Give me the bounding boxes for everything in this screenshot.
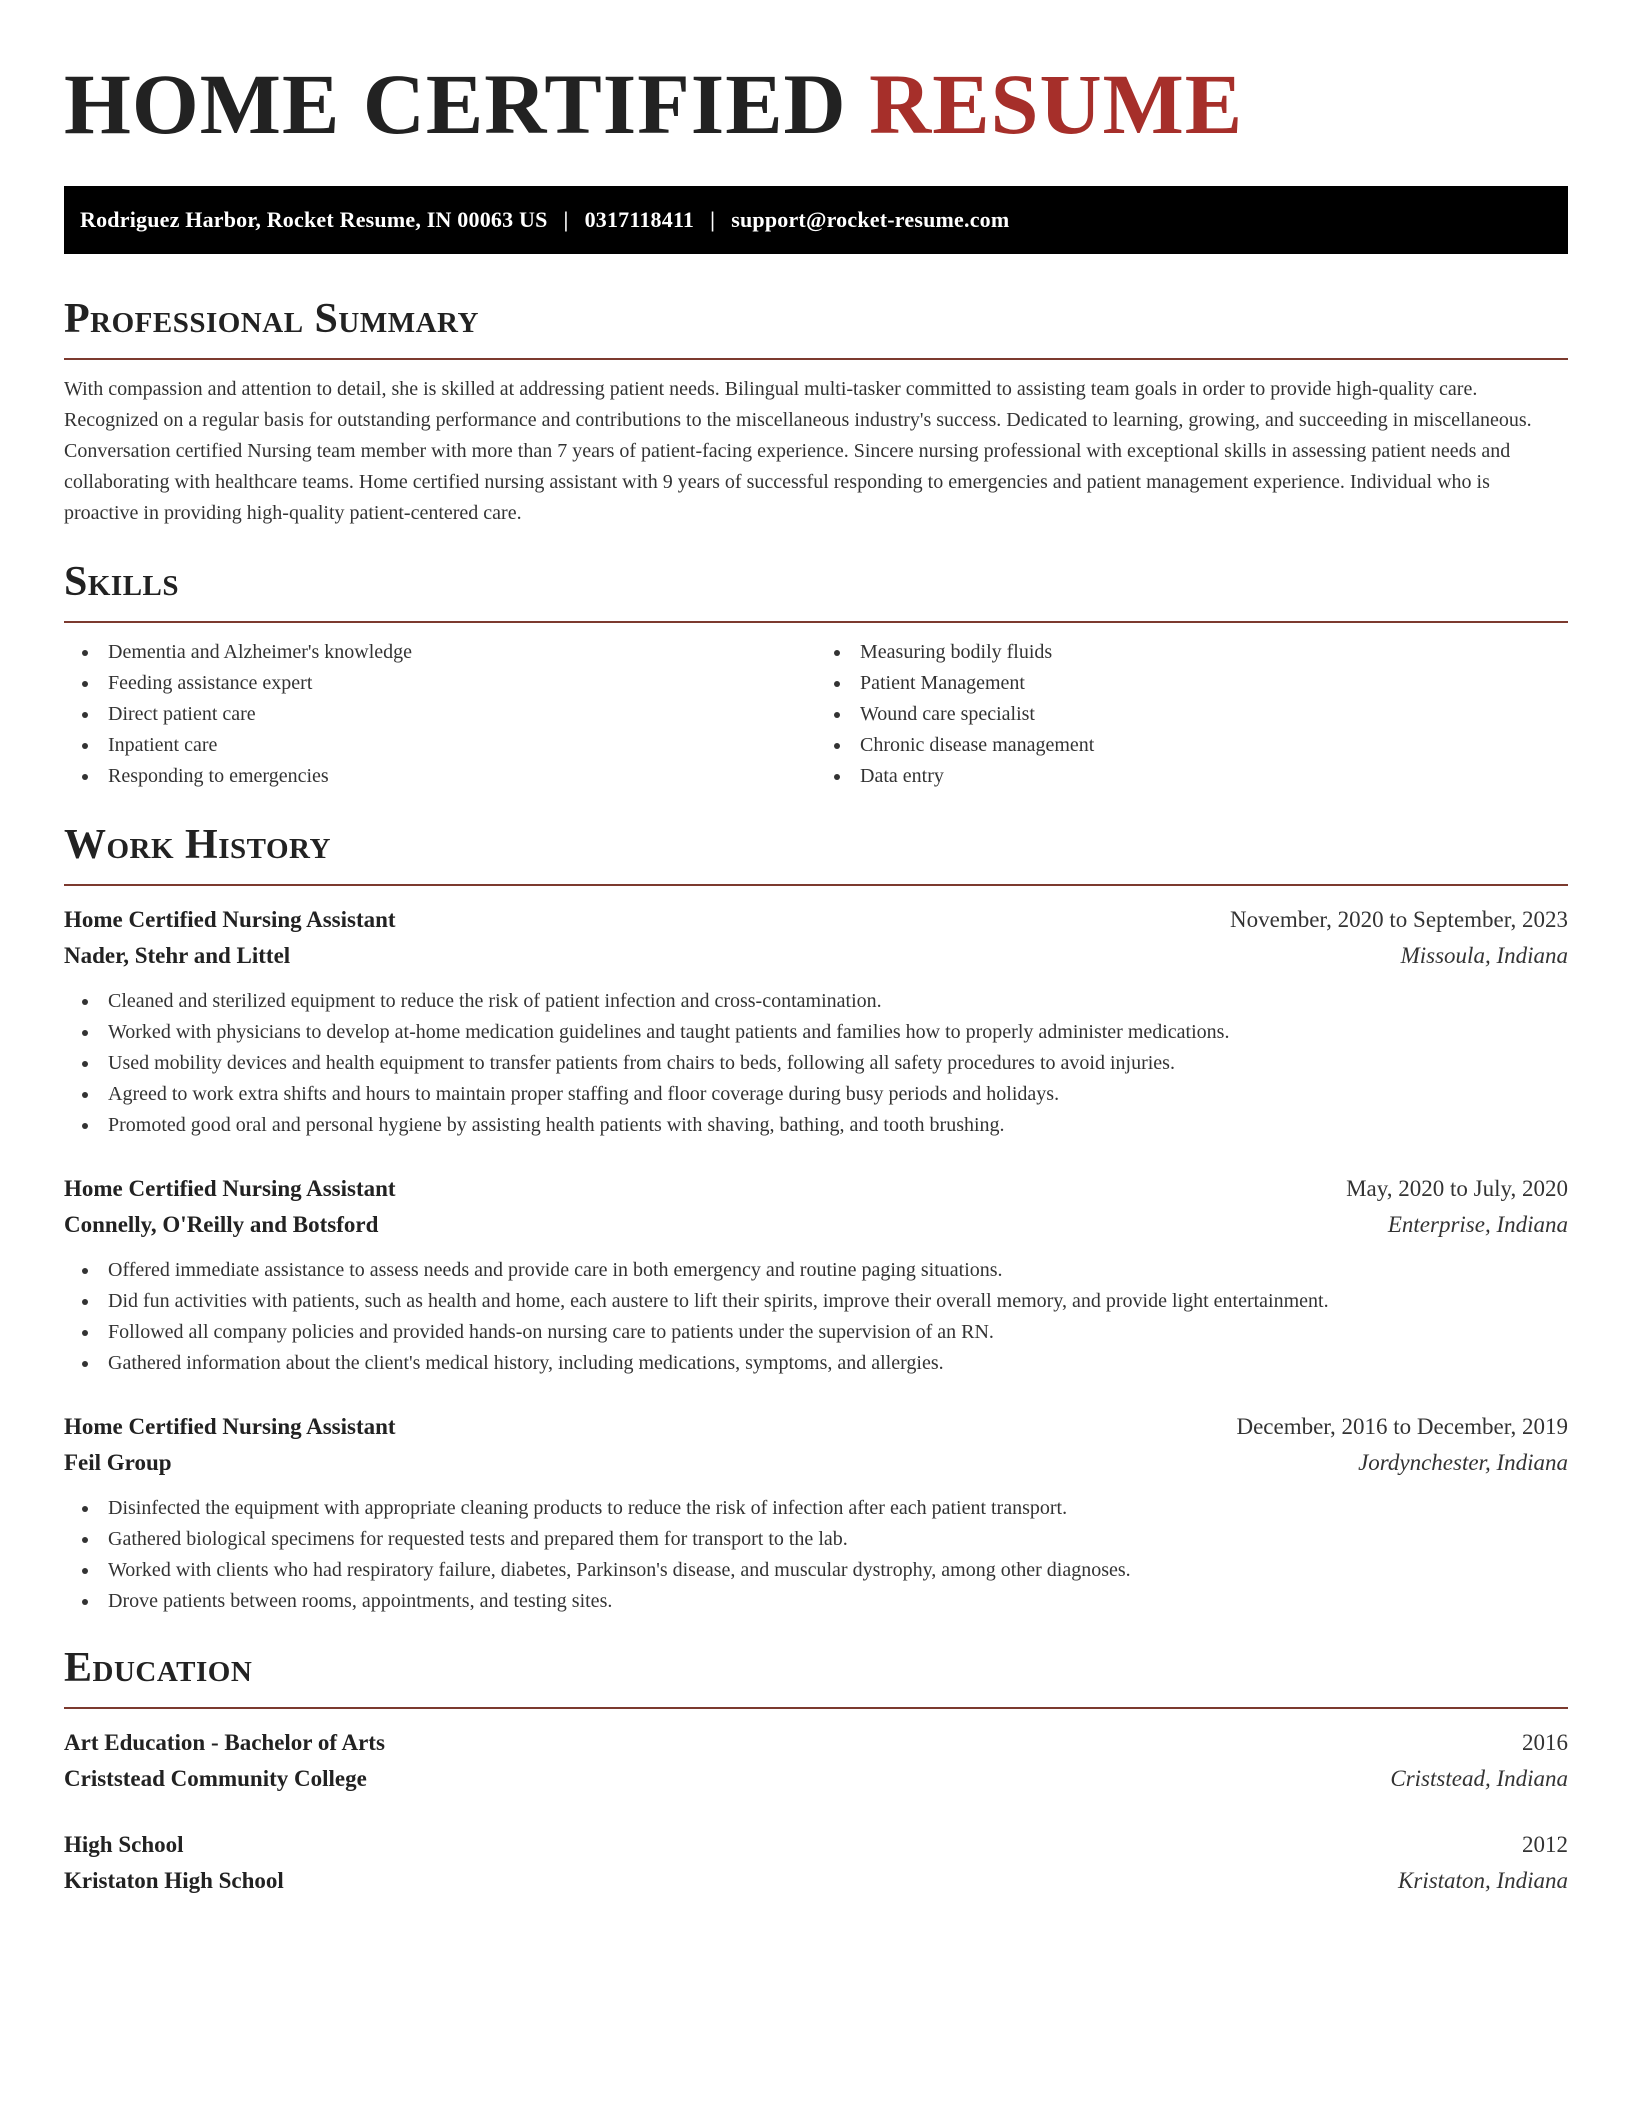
skill-item: Chronic disease management <box>816 730 1568 761</box>
job-location: Missoula, Indiana <box>1400 943 1568 968</box>
job-title: Home Certified Nursing Assistant <box>64 1176 396 1201</box>
work-history-section <box>64 820 1568 1617</box>
skill-item: Patient Management <box>816 668 1568 699</box>
job-duty-item: Worked with physicians to develop at-home medication guidelines and taught patients and families how to properly administer medications. <box>64 1017 1568 1048</box>
skill-item: Data entry <box>816 761 1568 792</box>
job-company-row <box>64 1207 1568 1243</box>
job-location: Enterprise, Indiana <box>1387 1212 1568 1237</box>
job-duty-item: Worked with clients who had respiratory failure, diabetes, Parkinson's disease, and muscular dystrophy, among other diagnoses. <box>64 1555 1568 1586</box>
section-divider <box>64 884 1568 886</box>
job-duty-item: Gathered information about the client's medical history, including medications, symptoms, and allergies. <box>64 1348 1568 1379</box>
contact-separator: | <box>563 207 569 232</box>
job-duty-item: Used mobility devices and health equipment to transfer patients from chairs to beds, following all safety procedures to avoid injuries. <box>64 1048 1568 1079</box>
job-duty-item: Gathered biological specimens for requested tests and prepared them for transport to the lab. <box>64 1524 1568 1555</box>
section-title-skills: Skills <box>64 559 180 605</box>
job-dates: May, 2020 to July, 2020 <box>1346 1176 1568 1201</box>
skill-item: Dementia and Alzheimer's knowledge <box>64 637 816 668</box>
resume-name <box>64 58 1568 150</box>
section-title-work-history: Work History <box>64 822 331 868</box>
contact-email: support@rocket-resume.com <box>731 207 1010 232</box>
skill-item: Measuring bodily fluids <box>816 637 1568 668</box>
section-divider <box>64 358 1568 360</box>
education-entry <box>64 1725 1568 1797</box>
job-company: Connelly, O'Reilly and Botsford <box>64 1212 379 1237</box>
name-last: RESUME <box>869 56 1244 152</box>
summary-section <box>64 294 1568 529</box>
summary-text: With compassion and attention to detail, she is skilled at addressing patient needs. Bilingual multi-tasker committed to assisting team goals in order to provide high-quality care. Recognized on a regular basis for outstanding performance and contributions to the miscellaneous industry's success. Dedicated to learning, growing, and succeeding in miscellaneous. Conversation certified Nursing team member with more than 7 years of patient-facing experience. Sincere nursing professional with exceptional skills in assessing patient needs and collaborating with healthcare teams. Home certified nursing assistant with 9 years of successful responding to emergencies and patient management experience. Individual who is proactive in providing high-quality patient-centered care. <box>64 378 1532 524</box>
education-degree: High School <box>64 1832 184 1857</box>
name-first: HOME CERTIFIED <box>64 56 847 152</box>
job-location: Jordynchester, Indiana <box>1358 1450 1568 1475</box>
contact-phone: 0317118411 <box>584 207 695 232</box>
section-divider <box>64 1707 1568 1709</box>
skill-item: Wound care specialist <box>816 699 1568 730</box>
skills-column-left <box>64 637 816 792</box>
skill-item: Inpatient care <box>64 730 816 761</box>
job-duty-item: Did fun activities with patients, such as health and home, each austere to lift their spirits, improve their overall memory, and provide light entertainment. <box>64 1286 1568 1317</box>
education-degree: Art Education - Bachelor of Arts <box>64 1730 385 1755</box>
skills-column-right <box>816 637 1568 792</box>
section-title-summary: Professional Summary <box>64 296 479 342</box>
job-duty-item: Agreed to work extra shifts and hours to maintain proper staffing and floor coverage during busy periods and holidays. <box>64 1079 1568 1110</box>
education-school-row <box>64 1863 1568 1899</box>
job-dates: November, 2020 to September, 2023 <box>1230 907 1568 932</box>
job-company: Feil Group <box>64 1450 172 1475</box>
job-duty-item: Cleaned and sterilized equipment to reduce the risk of patient infection and cross-contamination. <box>64 986 1568 1017</box>
job-duty-item: Promoted good oral and personal hygiene by assisting health patients with shaving, bathing, and tooth brushing. <box>64 1110 1568 1141</box>
job-duty-item: Followed all company policies and provided hands-on nursing care to patients under the supervision of an RN. <box>64 1317 1568 1348</box>
education-location: Kristaton, Indiana <box>1398 1868 1568 1893</box>
job-entry <box>64 1171 1568 1379</box>
job-duty-item: Drove patients between rooms, appointments, and testing sites. <box>64 1586 1568 1617</box>
job-entry <box>64 1409 1568 1617</box>
job-duties <box>64 1493 1568 1617</box>
skill-item: Responding to emergencies <box>64 761 816 792</box>
job-header-row <box>64 1409 1568 1445</box>
skills-grid <box>64 637 1568 792</box>
job-company-row <box>64 1445 1568 1481</box>
job-company-row <box>64 938 1568 974</box>
job-header-row <box>64 902 1568 938</box>
job-header-row <box>64 1171 1568 1207</box>
contact-bar <box>64 186 1568 254</box>
education-degree-row <box>64 1725 1568 1761</box>
education-year: 2012 <box>1522 1832 1568 1857</box>
education-year: 2016 <box>1522 1730 1568 1755</box>
education-location: Criststead, Indiana <box>1390 1766 1568 1791</box>
skills-section <box>64 557 1568 792</box>
education-entry <box>64 1827 1568 1899</box>
contact-separator: | <box>710 207 716 232</box>
section-divider <box>64 621 1568 623</box>
contact-address: Rodriguez Harbor, Rocket Resume, IN 00063 US <box>80 207 548 232</box>
section-title-education: Education <box>64 1645 253 1691</box>
job-duties <box>64 986 1568 1141</box>
skill-item: Feeding assistance expert <box>64 668 816 699</box>
education-section <box>64 1643 1568 1899</box>
education-degree-row <box>64 1827 1568 1863</box>
job-dates: December, 2016 to December, 2019 <box>1236 1414 1568 1439</box>
job-title: Home Certified Nursing Assistant <box>64 907 396 932</box>
job-company: Nader, Stehr and Littel <box>64 943 291 968</box>
education-school: Kristaton High School <box>64 1868 284 1893</box>
job-duty-item: Offered immediate assistance to assess needs and provide care in both emergency and routine paging situations. <box>64 1255 1568 1286</box>
job-entry <box>64 902 1568 1141</box>
skill-item: Direct patient care <box>64 699 816 730</box>
job-duty-item: Disinfected the equipment with appropriate cleaning products to reduce the risk of infection after each patient transport. <box>64 1493 1568 1524</box>
education-school: Criststead Community College <box>64 1766 367 1791</box>
education-school-row <box>64 1761 1568 1797</box>
job-duties <box>64 1255 1568 1379</box>
job-title: Home Certified Nursing Assistant <box>64 1414 396 1439</box>
